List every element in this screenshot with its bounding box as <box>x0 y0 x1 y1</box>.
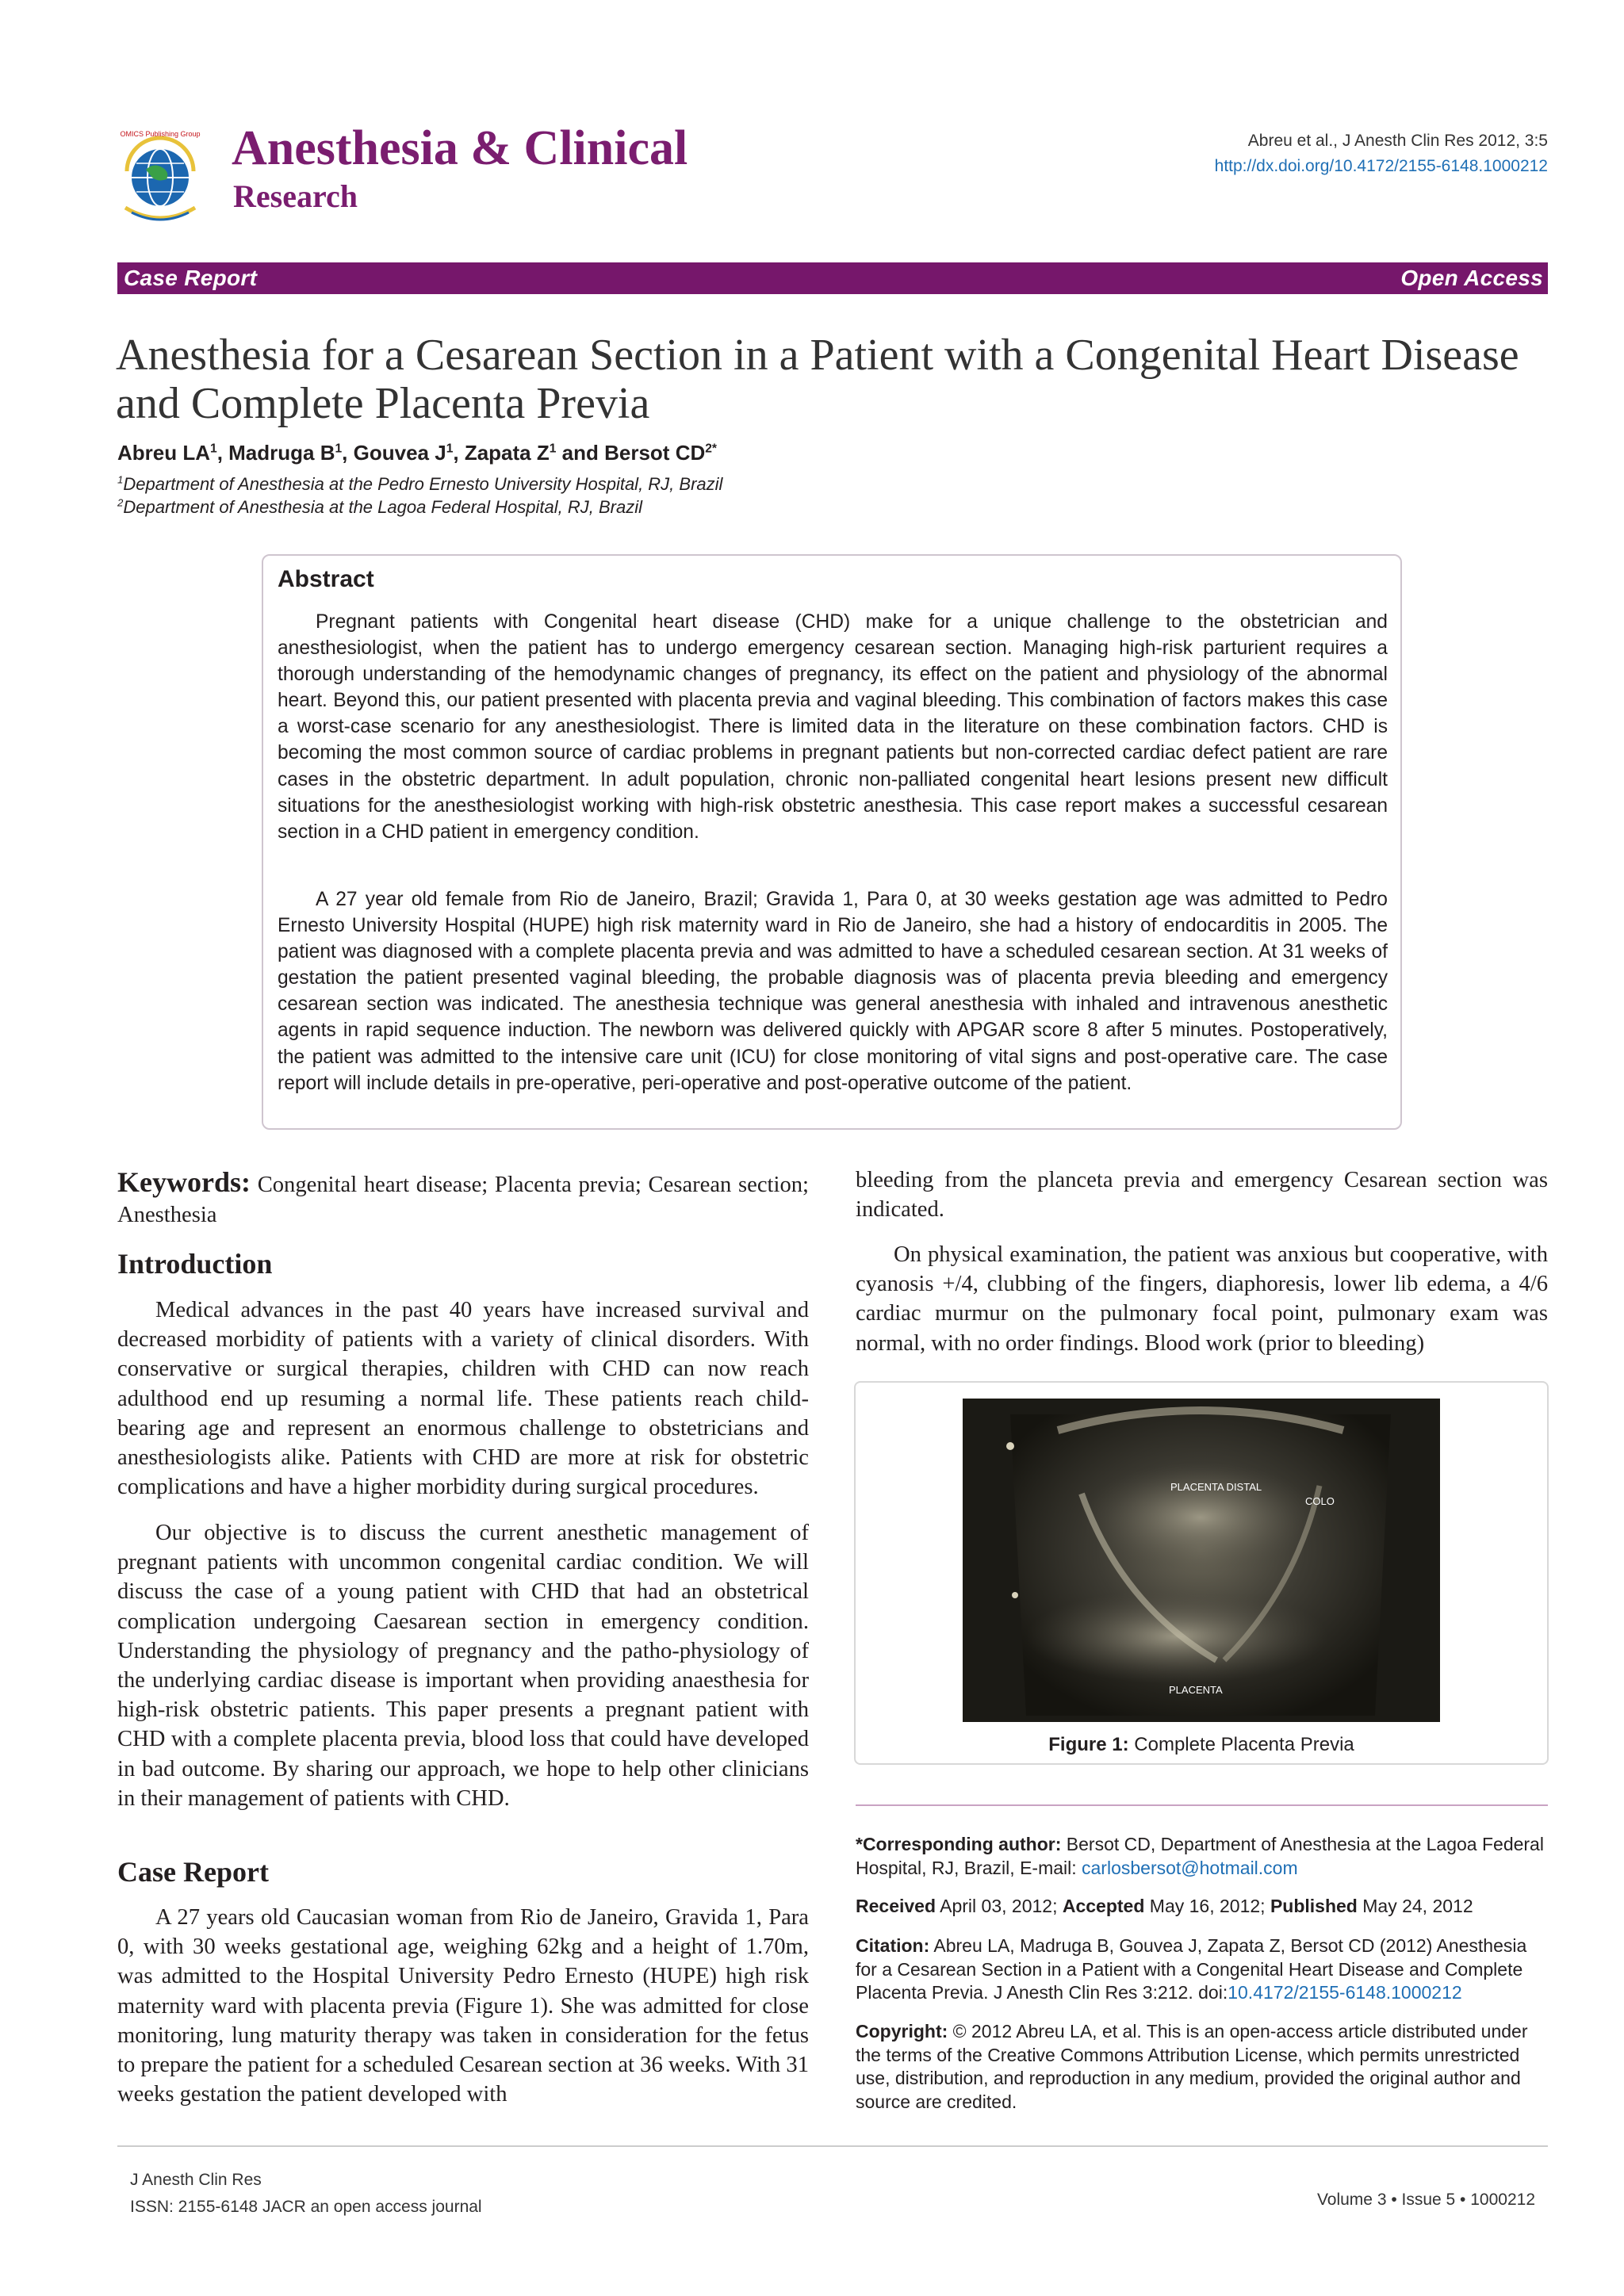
copyright-block: Copyright: © 2012 Abreu LA, et al. This is an open-access article distributed under the terms of the Creative Commons Attribution License, which permits unrestricted use, distribution, and reproduction in any medium, provided the original author and source are credited. <box>856 2021 1528 2112</box>
journal-title: Anesthesia & Clinical <box>232 121 688 175</box>
email-link[interactable]: carlosbersot@hotmail.com <box>1082 1857 1298 1878</box>
journal-citation: Abreu et al., J Anesth Clin Res 2012, 3:5 <box>1247 132 1548 150</box>
ultrasound-image <box>963 1399 1440 1722</box>
physical-exam-paragraph: On physical examination, the patient was anxious but cooperative, with cyanosis +/4, clubbing of the fingers, diaphoresis, lower lib edema, a 4/6 cardiac murmur on the pulmonary focal point, pulmonary exam was normal, with no order findings. Blood work (prior to bleeding) <box>856 1242 1548 1356</box>
author: Bersot $CD^{2*}$ <box>604 441 717 465</box>
citation-block: Citation: Abreu LA, Madruga B, Gouvea J, Zapata Z, Bersot CD (2012) Anesthesia for a Cesarean Section in a Patient with a Congenital Heart Disease and Complete Placenta Previa. J Anesth Clin Res 3:212. doi:10.4172/2155-6148.1000212 <box>856 1935 1527 2003</box>
abstract-heading: Abstract <box>278 566 374 592</box>
image-label-colo: COLO <box>1305 1495 1335 1507</box>
omics-globe-logo <box>116 125 205 225</box>
corresponding-author: *Corresponding author: Bersot CD, Department of Anesthesia at the Lagoa Federal Hospital, RJ, Brazil, E-mail: carlosbersot@hotmail.com <box>856 1834 1544 1878</box>
footer-volume: Volume 3 • Issue 5 • 1000212 <box>1316 2191 1535 2209</box>
footnote-divider <box>856 1804 1548 1806</box>
case-report-continued: bleeding from the planceta previa and emergency Cesarean section was indicated. <box>856 1168 1548 1223</box>
image-label-placenta: PLACENTA <box>1169 1684 1223 1696</box>
affiliation: $^2$Department of Anesthesia at the Lagoa Federal Hospital, RJ, Brazil <box>117 496 642 517</box>
image-label-placenta-distal: PLACENTA DISTAL <box>1170 1481 1262 1493</box>
footer-divider <box>117 2145 1548 2147</box>
abstract-paragraph: Pregnant patients with Congenital heart disease (CHD) make for a unique challenge to the obstetrician and anesthesiologist, when the patient has to undergo emergency cesarean section. Managing high-risk parturient requires a thorough understanding of the hemodynamic changes of pregnancy, its effect on the patient and physiology of the abnormal heart. Beyond this, our patient presented with placenta previa and vaginal bleeding. This combination of factors makes this case a worst-case scenario for any anesthesiologist. There is limited data in the literature on these combination factors. CHD is becoming the most common source of cardiac problems in pregnant patients but non-corrected cardiac defect patient are rare cases in the obstetric department. In adult population, chronic non-palliated congenital heart lesions present new difficult situations for the anesthesiologist working with high-risk obstetric anesthesia. This case report makes a successful cesarean section in a CHD patient in emergency condition. <box>278 611 1388 843</box>
footer-issn: ISSN: 2155-6148 JACR an open access journal <box>130 2198 482 2216</box>
author: Zapata $Z^1$ and <box>464 441 605 465</box>
article-type-label: Case Report <box>124 266 258 290</box>
case-report-heading: Case Report <box>117 1856 269 1888</box>
article-dates: Received April 03, 2012; Accepted May 16, 2012; Published May 24, 2012 <box>856 1896 1473 1916</box>
affiliation: $^1$Department of Anesthesia at the Pedro Ernesto University Hospital, RJ, Brazil <box>117 473 723 494</box>
author-list <box>117 441 717 465</box>
abstract-paragraph: A 27 year old female from Rio de Janeiro, Brazil; Gravida 1, Para 0, at 30 weeks gestation age was admitted to Pedro Ernesto University Hospital (HUPE) high risk maternity ward in Rio de Janeiro, she had a history of endocarditis in 2005. The patient was diagnosed with a complete placenta previa and was admitted to have a scheduled cesarean section. At 31 weeks of gestation the patient presented vaginal bleeding, the probable diagnosis was of placenta previa bleeding and emergency cesarean section was indicated. The anesthesia technique was general anesthesia with inhaled and intravenous anesthetic agents in rapid sequence induction. The newborn was delivered quickly with APGAR score 8 after 5 minutes. Postoperatively, the patient was admitted to the intensive care unit (ICU) for close monitoring of vital signs and post-operative care. The case report will include details in pre-operative, peri-operative and post-operative outcome of the patient. <box>278 889 1388 1094</box>
author: Madruga $B^1$, <box>228 441 354 465</box>
svg-text:OMICS Publishing Group: OMICS Publishing Group <box>120 130 201 138</box>
keywords-label: Keywords: <box>117 1166 251 1198</box>
doi-link[interactable]: http://dx.doi.org/10.4172/2155-6148.1000212 <box>1214 157 1548 175</box>
keywords: Keywords: Congenital heart disease; Placenta previa; Cesarean section; Anesthesia <box>117 1166 809 1227</box>
author: Abreu $LA^1$, <box>117 441 229 465</box>
open-access-label: Open Access <box>1400 266 1543 290</box>
citation-doi-link[interactable]: 10.4172/2155-6148.1000212 <box>1228 1982 1462 2003</box>
figure-1-reference[interactable]: Figure 1 <box>463 1993 541 2019</box>
author: Gouvea $J^1$, <box>353 441 465 465</box>
introduction-paragraph: Our objective is to discuss the current anesthetic management of pregnant patients with uncommon congenital cardiac condition. We will discuss the case of a young patient with CHD that had an obstetrical complication undergoing Caesarean section in emergency condition. Understanding the physiology of pregnancy and the patho-physiology of the underlying cardiac disease is important when providing anaesthesia for high-risk obstetric patients. This paper presents a pregnant patient with CHD with a complete placenta previa, blood loss that could have developed in bad outcome. By sharing our approach, we hope to help other clinicians in their management of patients with CHD. <box>117 1521 809 1811</box>
figure-1-caption: Figure 1: Complete Placenta Previa <box>1048 1734 1354 1755</box>
journal-subtitle: Research <box>233 178 358 214</box>
article-title: Anesthesia for a Cesarean Section in a Patient with a Congenital Heart Disease and Complete Placenta Previa <box>116 331 1519 428</box>
introduction-paragraph: Medical advances in the past 40 years have increased survival and decreased morbidity of patients with a variety of clinical disorders. With conservative or surgical therapies, children with CHD can now reach adulthood end up resuming a normal life. These patients reach child-bearing age and represent an enormous challenge to obstetricians and anesthesiologists alike. Patients with CHD are more at risk for obstetric complications and have a higher morbidity during surgical procedures. <box>117 1298 809 1500</box>
article-type-banner <box>117 262 1548 294</box>
footer-journal: J Anesth Clin Res <box>130 2171 262 2189</box>
case-report-paragraph: A 27 years old Caucasian woman from Rio de Janeiro, Gravida 1, Para 0, with 30 weeks gestational age, weighing 62kg and a height of 1.70m, was admitted to the Hospital University Pedro Ernesto (HUPE) high risk maternity ward with placenta previa (Figure 1). She was admitted for close monitoring, lung maturity therapy was taken in consideration for the fetus to prepare the patient for a scheduled Cesarean section at 36 weeks. With 31 weeks gestation the patient developed with <box>117 1905 809 2107</box>
introduction-heading: Introduction <box>117 1248 273 1280</box>
